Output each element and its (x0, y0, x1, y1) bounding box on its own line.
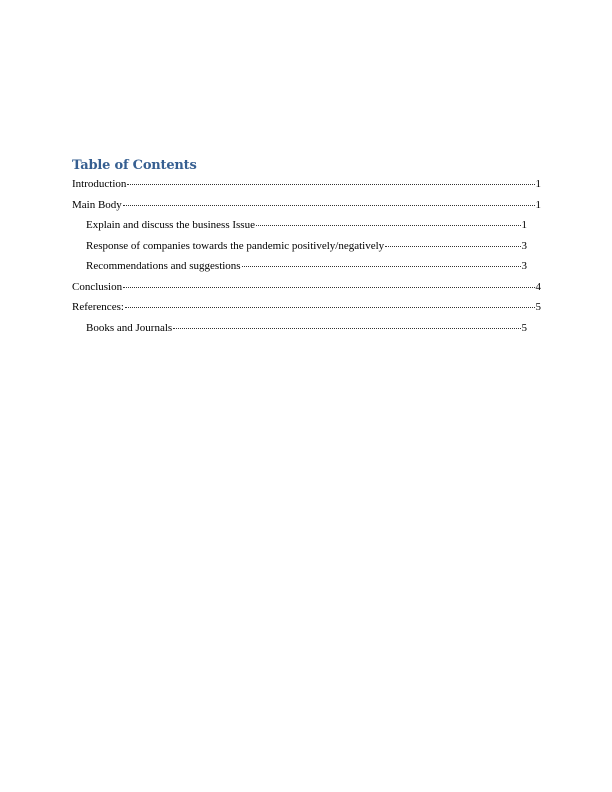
toc-entry-label: Explain and discuss the business Issue (86, 219, 255, 231)
toc-entry-page: 3 (521, 260, 527, 272)
toc-title: Table of Contents (72, 158, 197, 173)
dot-leader (123, 205, 535, 206)
dot-leader (385, 246, 520, 247)
toc-entry-page: 1 (535, 198, 541, 211)
toc-entry-page: 5 (535, 301, 541, 313)
table-of-contents (72, 157, 542, 341)
toc-entry-books-and-journals[interactable] (86, 321, 527, 342)
dot-leader (125, 307, 535, 308)
toc-entry-page: 4 (535, 280, 541, 293)
toc-entry-page: 5 (521, 321, 527, 334)
dot-leader (173, 328, 520, 329)
toc-entry-introduction[interactable] (72, 177, 541, 198)
toc-entry-label: Main Body (72, 198, 122, 211)
toc-entry-label: Response of companies towards the pandemic positively/negatively (86, 239, 385, 252)
dot-leader (127, 184, 534, 185)
toc-entry-page: 3 (521, 239, 527, 252)
toc-entry-label: Recommendations and suggestions (86, 260, 241, 272)
dot-leader (256, 225, 521, 226)
toc-entry-label: Conclusion (72, 280, 123, 293)
toc-entry-label: References: (72, 301, 124, 313)
toc-entry-main-body[interactable] (72, 198, 541, 219)
toc-entry-response-of-companies[interactable] (86, 239, 527, 260)
dot-leader (242, 266, 521, 267)
toc-entry-page: 1 (521, 219, 527, 231)
toc-entry-label: Books and Journals (86, 321, 173, 334)
toc-entry-conclusion[interactable] (72, 280, 541, 301)
toc-entry-recommendations[interactable] (86, 259, 527, 280)
toc-entry-label: Introduction (72, 178, 127, 190)
toc-entry-business-issue[interactable] (86, 218, 527, 239)
dot-leader (123, 287, 534, 288)
toc-entry-page: 1 (535, 178, 541, 190)
toc-entry-references[interactable] (72, 300, 541, 321)
